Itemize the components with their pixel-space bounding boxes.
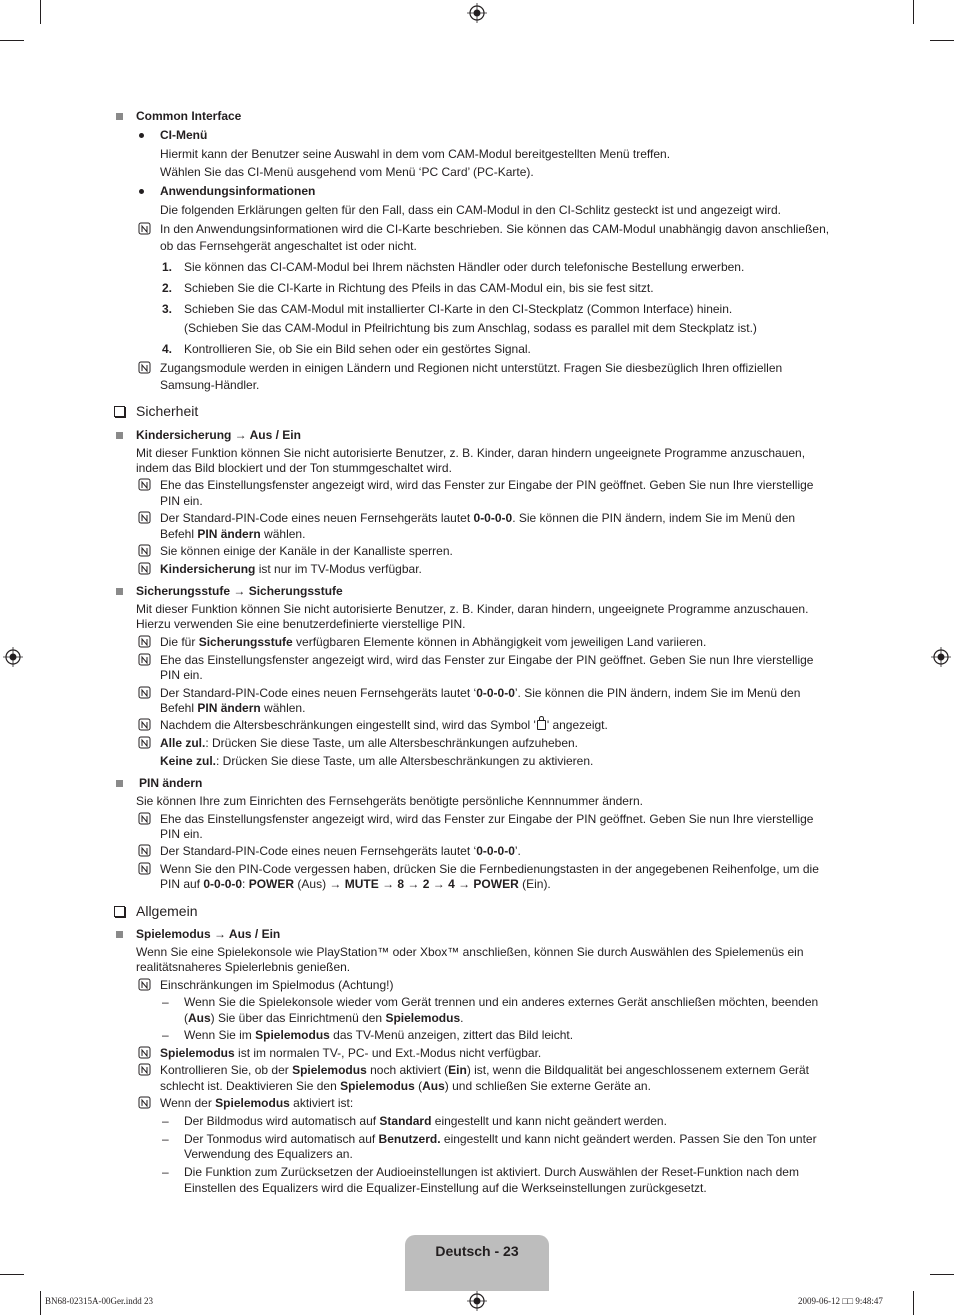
- crop-mark: [913, 0, 914, 24]
- crop-mark: [930, 1274, 954, 1275]
- note-text: Kontrollieren Sie, ob der Spielemodus noch aktiviert (Ein) ist, wenn die Bildqualität bei angeschlossenem externem Gerät: [160, 1063, 809, 1077]
- note-text: In den Anwendungsinformationen wird die CI-Karte beschrieben. Sie können das CAM-Modul unabhängig davon anschließen,: [160, 222, 830, 236]
- note-text: Zugangsmodule werden in einigen Ländern und Regionen nicht unterstützt. Fragen Sie diesbezüglich Ihren offiziellen: [160, 361, 783, 375]
- step-number: 2.: [162, 281, 173, 295]
- step-number: 4.: [162, 342, 173, 356]
- note-text: Ehe das Einstellungsfenster angezeigt wird, wird das Fenster zur Eingabe der PIN geöffnet. Geben Sie nun Ihre vierstellige: [160, 812, 814, 826]
- note-text: Der Standard-PIN-Code eines neuen Fernsehgeräts lautet ‘0-0-0-0’. Sie können die PIN ändern, indem Sie im Menü den: [160, 686, 801, 700]
- crop-mark: [40, 1291, 41, 1315]
- crop-mark: [40, 0, 41, 24]
- spielemodus-title: Spielemodus → Aus / Ein: [136, 927, 281, 941]
- note-icon: [138, 718, 152, 732]
- round-bullet-icon: [139, 133, 144, 138]
- square-bullet-icon: [116, 113, 123, 120]
- note-icon: [138, 544, 152, 558]
- note-icon: [138, 653, 152, 667]
- pin-aendern-desc: Sie können Ihre zum Einrichten des Fernsehgeräts benötigte persönliche Kennnummer ändern.: [136, 794, 643, 808]
- spielemodus-desc: realitätsnaheres Spielerlebnis genießen.: [136, 960, 351, 974]
- note-text: ob das Fernsehgerät angeschaltet ist oder nicht.: [160, 239, 417, 253]
- note-icon: [138, 862, 152, 876]
- note-icon: [138, 361, 152, 375]
- registration-mark-icon: [931, 647, 951, 667]
- print-slug-left: BN68-02315A-00Ger.indd 23: [45, 1296, 153, 1306]
- note-icon: [138, 1063, 152, 1077]
- note-icon: [138, 1096, 152, 1110]
- note-text: Ehe das Einstellungsfenster angezeigt wird, wird das Fenster zur Eingabe der PIN geöffnet. Geben Sie nun Ihre vierstellige: [160, 478, 814, 492]
- page-number-label: Deutsch - 23: [435, 1243, 519, 1259]
- note-text: Wenn der Spielemodus aktiviert ist:: [160, 1096, 354, 1110]
- note-text: Befehl PIN ändern wählen.: [160, 527, 306, 541]
- crop-mark: [0, 1274, 24, 1275]
- note-icon: [138, 978, 152, 992]
- step-text: Kontrollieren Sie, ob Sie ein Bild sehen oder ein gestörtes Signal.: [184, 342, 531, 356]
- sub-item-text: Verwendung des Equalizers an.: [184, 1147, 353, 1161]
- note-icon: [138, 812, 152, 826]
- registration-mark-icon: [467, 3, 487, 23]
- note-icon: [138, 222, 152, 236]
- note-icon: [138, 478, 152, 492]
- note-text: Spielemodus ist im normalen TV-, PC- und Ext.-Modus nicht verfügbar.: [160, 1046, 542, 1060]
- lock-icon: [537, 720, 546, 730]
- step-text: Schieben Sie das CAM-Modul mit installierter CI-Karte in den CI-Steckplatz (Common Interface) hinein.: [184, 302, 733, 316]
- note-text: Nachdem die Altersbeschränkungen eingestellt sind, wird das Symbol ' ' angezeigt.: [160, 718, 608, 732]
- ci-menu-title: CI-Menü: [160, 128, 208, 142]
- crop-mark: [0, 40, 24, 41]
- sicherungsstufe-desc: Hierzu verwenden Sie eine benutzerdefinierte vierstellige PIN.: [136, 617, 466, 631]
- sub-item-text: Der Bildmodus wird automatisch auf Standard eingestellt und kann nicht geändert werden.: [184, 1114, 667, 1128]
- dash-bullet: –: [162, 995, 169, 1009]
- sub-item-text: Die Funktion zum Zurücksetzen der Audioeinstellungen ist aktiviert. Durch Auswählen der Reset-Funktion nach dem: [184, 1165, 799, 1179]
- note-text: Ehe das Einstellungsfenster angezeigt wird, wird das Fenster zur Eingabe der PIN geöffnet. Geben Sie nun Ihre vierstellige: [160, 653, 814, 667]
- ci-menu-text: Wählen Sie das CI-Menü ausgehend vom Menü ‘PC Card’ (PC-Karte).: [160, 165, 534, 179]
- square-bullet-icon: [116, 588, 123, 595]
- note-icon: [138, 686, 152, 700]
- square-bullet-icon: [116, 931, 123, 938]
- sub-item-text: (Aus) Sie über das Einrichtmenü den Spielemodus.: [184, 1011, 464, 1025]
- sicherungsstufe-desc: Mit dieser Funktion können Sie nicht autorisierte Benutzer, z. B. Kinder, daran hindern, ungeeignete Programme anzuschauen.: [136, 602, 809, 616]
- section-heading-sicherheit: Sicherheit: [136, 403, 199, 419]
- registration-mark-icon: [3, 647, 23, 667]
- sub-item-text: Der Tonmodus wird automatisch auf Benutzerd. eingestellt und kann nicht geändert werden. Passen Sie den Ton unter: [184, 1132, 817, 1146]
- pin-aendern-title: PIN ändern: [139, 776, 203, 790]
- note-text: Befehl PIN ändern wählen.: [160, 701, 306, 715]
- note-icon: [138, 736, 152, 750]
- note-text: Sie können einige der Kanäle in der Kanalliste sperren.: [160, 544, 453, 558]
- section-heading-allgemein: Allgemein: [136, 903, 198, 919]
- step-number: 3.: [162, 302, 173, 316]
- note-text: Der Standard-PIN-Code eines neuen Fernsehgeräts lautet ‘0-0-0-0’.: [160, 844, 521, 858]
- note-text: Der Standard-PIN-Code eines neuen Fernsehgeräts lautet 0-0-0-0. Sie können die PIN ändern, indem Sie im Menü den: [160, 511, 796, 525]
- step-number: 1.: [162, 260, 173, 274]
- note-text: PIN ein.: [160, 494, 203, 508]
- kindersicherung-desc: indem das Bild blockiert und der Ton stummgeschaltet wird.: [136, 461, 452, 475]
- note-icon: [138, 562, 152, 576]
- note-icon: [138, 511, 152, 525]
- checkbox-square-icon: [114, 406, 125, 417]
- crop-mark: [913, 1291, 914, 1315]
- checkbox-square-icon: [114, 906, 125, 917]
- square-bullet-icon: [116, 432, 123, 439]
- dash-bullet: –: [162, 1114, 169, 1128]
- note-text: PIN ein.: [160, 668, 203, 682]
- note-text: PIN ein.: [160, 827, 203, 841]
- note-icon: [138, 635, 152, 649]
- print-slug-right: 2009-06-12 □□ 9:48:47: [798, 1296, 883, 1306]
- note-text: PIN auf 0-0-0-0: POWER (Aus) → MUTE → 8 → 2 → 4 → POWER (Ein).: [160, 877, 551, 891]
- round-bullet-icon: [139, 189, 144, 194]
- note-icon: [138, 1046, 152, 1060]
- spielemodus-desc: Wenn Sie eine Spielekonsole wie PlayStation™ oder Xbox™ anschließen, können Sie durch Auswählen des Spielemenüs ein: [136, 945, 804, 959]
- note-text: Wenn Sie den PIN-Code vergessen haben, drücken Sie die Fernbedienungstasten in der angegebenen Reihenfolge, um die: [160, 862, 819, 876]
- sub-item-text: Einstellen des Equalizers wird die Equalizer-Einstellung auf die Werkseinstellungen zurückgesetzt.: [184, 1181, 707, 1195]
- square-bullet-icon: [116, 780, 123, 787]
- note-text: Die für Sicherungsstufe verfügbaren Elemente können in Abhängigkeit vom jeweiligen Land variieren.: [160, 635, 707, 649]
- note-text: Kindersicherung ist nur im TV-Modus verfügbar.: [160, 562, 422, 576]
- ci-menu-text: Hiermit kann der Benutzer seine Auswahl in dem vom CAM-Modul bereitgestellten Menü treffen.: [160, 147, 671, 161]
- kindersicherung-title: Kindersicherung → Aus / Ein: [136, 428, 301, 442]
- sub-item-text: Wenn Sie im Spielemodus das TV-Menü anzeigen, zittert das Bild leicht.: [184, 1028, 574, 1042]
- sicherungsstufe-title: Sicherungsstufe → Sicherungsstufe: [136, 584, 343, 598]
- note-icon: [138, 844, 152, 858]
- registration-mark-icon: [467, 1291, 487, 1311]
- step-text: Schieben Sie die CI-Karte in Richtung des Pfeils in das CAM-Modul ein, bis sie fest sitzt.: [184, 281, 654, 295]
- note-text: Alle zul.: Drücken Sie diese Taste, um alle Altersbeschränkungen aufzuheben.: [160, 736, 579, 750]
- note-text: Einschränkungen im Spielmodus (Achtung!): [160, 978, 394, 992]
- app-info-title: Anwendungsinformationen: [160, 184, 316, 198]
- dash-bullet: –: [162, 1028, 169, 1042]
- note-text: Keine zul.: Drücken Sie diese Taste, um alle Altersbeschränkungen zu aktivieren.: [160, 754, 594, 768]
- step-text: (Schieben Sie das CAM-Modul in Pfeilrichtung bis zum Anschlag, sodass es parallel mit dem Steckplatz ist.): [184, 321, 757, 335]
- note-text: Samsung-Händler.: [160, 378, 260, 392]
- app-info-text: Die folgenden Erklärungen gelten für den Fall, dass ein CAM-Modul in den CI-Schlitz gesteckt ist und angezeigt wird.: [160, 203, 781, 217]
- dash-bullet: –: [162, 1132, 169, 1146]
- dash-bullet: –: [162, 1165, 169, 1179]
- sub-item-text: Wenn Sie die Spielekonsole wieder vom Gerät trennen und ein anderes externes Gerät anschließen möchten, beenden: [184, 995, 819, 1009]
- crop-mark: [930, 40, 954, 41]
- step-text: Sie können das CI-CAM-Modul bei Ihrem nächsten Händler oder durch telefonische Bestellung erwerben.: [184, 260, 745, 274]
- kindersicherung-desc: Mit dieser Funktion können Sie nicht autorisierte Benutzer, z. B. Kinder, daran hindern ungeeignete Programme anzuschauen,: [136, 446, 806, 460]
- note-text: schlecht ist. Deaktivieren Sie den Spielemodus (Aus) und schließen Sie externe Geräte an.: [160, 1079, 651, 1093]
- common-interface-title: Common Interface: [136, 109, 242, 123]
